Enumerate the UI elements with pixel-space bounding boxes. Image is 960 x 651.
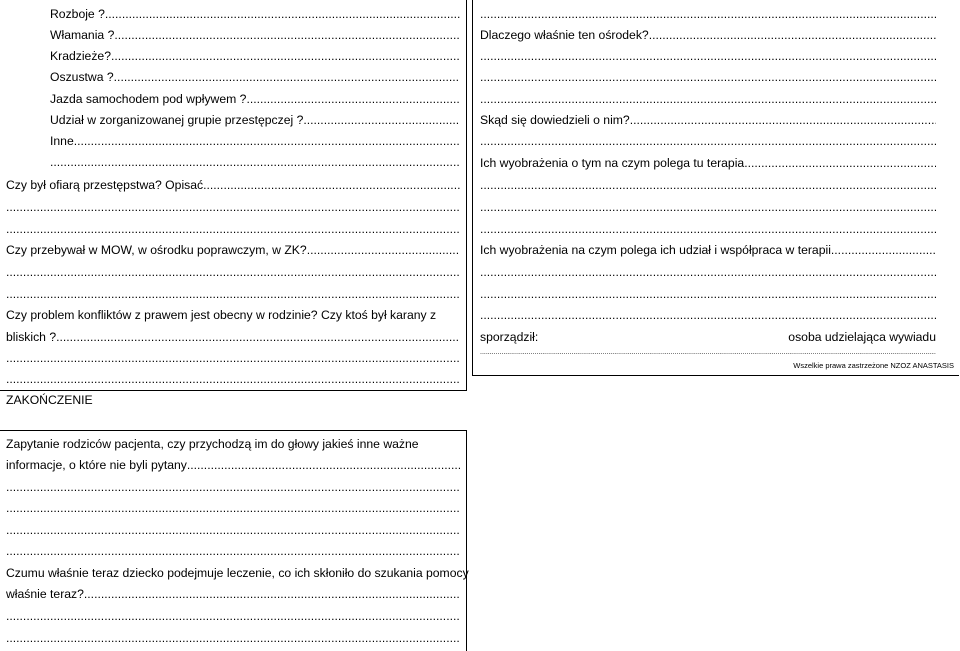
victim-question[interactable]: [6, 174, 460, 196]
answer-line[interactable]: [6, 627, 460, 649]
offense-row-theft[interactable]: [50, 45, 460, 67]
offense-row-organized-crime[interactable]: [50, 109, 460, 131]
answer-line[interactable]: [480, 283, 936, 305]
offense-label: Kradzieże?: [50, 49, 111, 63]
question-label: Skąd się dowiedzieli o nim?: [480, 113, 630, 127]
question-label: Dlaczego właśnie ten ośrodek?: [480, 28, 649, 42]
answer-dots: [307, 239, 460, 261]
question-label: Ich wyobrażenia o tym na czym polega tu terapia: [480, 156, 745, 170]
answer-line[interactable]: [6, 347, 460, 369]
prepared-by-label: sporządził:: [480, 330, 539, 344]
question-label: informacje, o które nie byli pytany: [6, 458, 187, 472]
copyright-note: Wszelkie prawa zastrzeżone NZOZ ANASTASIS: [793, 361, 954, 370]
closing-question2-line2[interactable]: [6, 583, 460, 605]
answer-line[interactable]: [480, 174, 936, 196]
answer-line[interactable]: [6, 476, 460, 498]
offense-row-other[interactable]: [50, 130, 460, 152]
answer-dots: [56, 326, 460, 348]
closing-question1-line2[interactable]: [6, 454, 460, 476]
closing-heading: ZAKOŃCZENIE: [6, 393, 93, 407]
answer-dots: [74, 130, 460, 152]
answer-line[interactable]: [480, 130, 936, 152]
answer-line[interactable]: [480, 261, 936, 283]
answer-dots: [187, 454, 460, 476]
question-label: Ich wyobrażenia na czym polega ich udział i współpraca w terapii: [480, 243, 831, 257]
answer-dots: [111, 45, 460, 67]
answer-line[interactable]: [50, 151, 460, 173]
offense-label: Oszustwa ?: [50, 70, 114, 84]
answer-dots: [649, 24, 936, 46]
answer-line[interactable]: [480, 88, 936, 110]
answer-line[interactable]: [6, 368, 460, 390]
answer-line[interactable]: [6, 540, 460, 562]
conflict-question-line1: Czy problem konfliktów z prawem jest obecny w rodzinie? Czy ktoś był karany z: [6, 308, 437, 322]
offense-label: Udział w zorganizowanej grupie przestępczej ?: [50, 113, 304, 127]
offense-row-fraud[interactable]: [50, 66, 460, 88]
how-learned-question[interactable]: [480, 109, 936, 131]
answer-dots: [114, 24, 460, 46]
answer-line[interactable]: [6, 261, 460, 283]
closing-question2-line1: Czumu właśnie teraz dziecko podejmuje leczenie, co ich skłoniło do szukania pomocy: [6, 566, 469, 580]
offense-row-dui[interactable]: [50, 88, 460, 110]
offense-label: Włamania ?: [50, 28, 115, 42]
participation-idea-question[interactable]: [480, 239, 936, 261]
answer-dots: [303, 109, 460, 131]
answer-line[interactable]: [480, 66, 936, 88]
answer-dots: [114, 66, 460, 88]
answer-line[interactable]: [480, 45, 936, 67]
answer-line[interactable]: [6, 283, 460, 305]
mow-question[interactable]: [6, 239, 460, 261]
answer-dots: [744, 152, 936, 174]
therapy-idea-question[interactable]: [480, 152, 936, 174]
offense-label: Jazda samochodem pod wpływem ?: [50, 92, 247, 106]
answer-dots: [831, 239, 936, 261]
answer-dots: [84, 583, 460, 605]
answer-line[interactable]: [6, 519, 460, 541]
conflict-question-line2[interactable]: [6, 326, 460, 348]
counselor-label: osoba udzielająca wywiadu: [788, 330, 936, 344]
answer-line[interactable]: [480, 218, 936, 240]
question-label: Czy był ofiarą przestępstwa? Opisać: [6, 178, 204, 192]
answer-dots: [630, 109, 936, 131]
answer-line[interactable]: [6, 218, 460, 240]
answer-line[interactable]: [6, 605, 460, 627]
question-label: właśnie teraz?: [6, 587, 84, 601]
offense-row-burglary[interactable]: [50, 24, 460, 46]
why-center-question[interactable]: [480, 24, 936, 46]
answer-line[interactable]: [480, 196, 936, 218]
closing-question1-line1: Zapytanie rodziców pacjenta, czy przychodzą im do głowy jakieś inne ważne: [6, 437, 419, 451]
answer-line[interactable]: [480, 3, 936, 25]
answer-dots: [246, 88, 460, 110]
answer-line[interactable]: [6, 196, 460, 218]
signature-dots[interactable]: [480, 346, 936, 360]
answer-line[interactable]: [480, 304, 936, 326]
question-label: Czy przebywał w MOW, w ośrodku poprawczym, w ZK?: [6, 243, 307, 257]
answer-line[interactable]: [6, 497, 460, 519]
offense-label: Rozboje ?: [50, 7, 105, 21]
answer-dots: [203, 174, 460, 196]
question-label: bliskich ?: [6, 330, 57, 344]
offense-label: Inne: [50, 134, 74, 148]
answer-dots: [105, 3, 460, 25]
offense-row-robbery[interactable]: [50, 3, 460, 25]
